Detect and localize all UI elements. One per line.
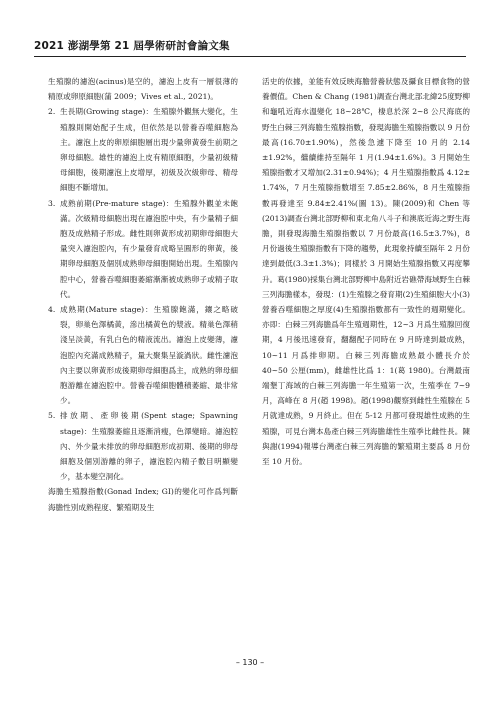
list-item-text: 生長期(Growing stage)：生殖腺外觀無大變化，生殖腺則開始配子生成，但依然是以營養吞噬細胞為主。濾泡上皮的卵原細胞層出現少量卵黃發生前期之卵母細胞。雄性的濾泡上皮有精原細胞，少量初級精母細胞，後期濾泡上皮增厚，初級及次級卵母、精母細胞不斷增加。 [60,107,238,193]
page-number: – 130 – [235,658,265,667]
list-item-number: 4. [48,305,56,315]
list-item-text: 成熟前期(Pre-mature stage)：生殖腺外觀並未飽滿。次級精母細胞出現在濾泡腔中央，有少量精子細胞及成熟精子形成。雌性則卵黃形成初期卵母細胞大量突入濾泡腔內，有少量發育成略呈圓形的卵黃，後期卵母細胞及個別成熟卵母細胞開始出現。生殖腺內腔中心，營養吞噬細胞萎縮漸漸被成熟卵子或精子取代。 [60,198,238,299]
list-item-number: 3. [48,198,56,208]
left-column [48,74,238,515]
list-item-text: 成熟期(Mature stage)：生殖腺飽滿，鑲之略破裂，卵巢色澤橘黃，滲出橘黃色的漿液。精巢色澤稍淺呈淡黃，有乳白色的精液流出。濾泡上皮變薄，濾泡腔內充滿成熟精子，量大聚集呈漩渦狀。雌性濾泡內主要以卵黃形成後期卵母細胞爲主，成熟的卵母細胞游離在濾泡腔中。營養吞噬細胞體積萎縮、最非常少。 [60,305,238,406]
right-column-paragraph: 活史的依據，並能有效反映海膽營養狀態及攝食目標食物的營養價值。Chen & Chang (1981)調查台灣北部北緯25度野柳和龜吼近海水溫變化 18~28℃，棲息於深 2~8 公尺海底的野生白棘三列海膽生殖腺指數，發現海膽生殖腺指數以 9 月份最高(16.70±1.90%)，然後急遽下降至 10 月的 2.14 ±1.92%，繼續維持至隔年 1 月(1.94±1.6%)。3 月開始生殖腺指數才又增加(2.31±0.94%)；4 月生殖腺指數爲 4.12± 1.74%，7 月生殖腺指數增至 7.85±2.86%，8 月生殖腺指數再發達至 9.84±2.41%(圖 13)。陳(2009)和 Chen 等(2013)調查台灣北部野柳和東北角八斗子和澳底近海之野生海膽，則發現海膽生殖腺指數以 7 月份最高(16.5±3.7%)，8 月份過後生殖腺指數有下降的趨勢，此現象持續至隔年 2 月份達到最低(3.3±1.3%)；同樣於 3 月開始生殖腺指數又再度攀升。葛(1980)採集台灣北部野柳中島附近岩礁帶海域野生白棘三列海膽樣本，發現：(1)生殖腺之發育期(2)生殖細胞大小(3)營養吞噬細胞之厚度(4)生殖腺指數都有一致性的週期變化。亦即：白棘三列海膽爲年生殖週期性，12~3 月爲生殖腺回復期，4 月後迅速發育，翻翻配子同時在 9 月時達到最成熟，10~11 月爲排卵期。白棘三列海膽成熟最小體長介於 40~50 公厘(mm)，雌雄性比爲 1：1(葛 1980)。台灣最南端墾丁海域的白棘三列海膽一年生殖第一次，生殖季在 7~9 月，高峰在 8 月(趙 1998)。趙(1998)觀察到雌性生殖腺在 5 月就達成熟，9 月終止。但在 5-12 月都可發現雄性成熟的生殖腺，可見台灣本島產白棘三列海膽雄性生殖季比雌性長。陳與謝(1994)報導台灣產白棘三列海膽的繁殖期主要爲 8 月份至 10 月份。 [262,77,470,467]
list-item-number: 5. [48,411,56,421]
list-item-pre-mature [48,196,238,302]
page-header-title: 2021 澎湖學第 21 屆學術研討會論文集 [34,40,230,52]
header-rule [34,56,466,57]
list-item-text: 排放期、產卵後期(Spent stage; Spawning stage)：生殖腺萎縮且逐漸消瘦，色澤變暗。濾泡腔內、外少量未排放的卵母細胞形成初期、後期的卵母細胞及個別游離的卵子，濾泡腔內精子數目明顯變少，基本變空洞化。 [60,411,238,482]
list-item-spent [48,408,238,484]
right-column [262,74,470,469]
list-item-mature [48,302,238,408]
list-item-growing [48,104,238,195]
gonad-index-paragraph: 海膽生殖腺指數(Gonad Index; GI)的變化可作爲判斷海膽性別成熟程度、繁殖期及生 [48,487,238,512]
intro-paragraph: 生殖腺的濾泡(acinus)是空的，濾泡上皮有一層很薄的精原或卵原細胞(蒲 2009；Vives et al., 2021)。 [48,77,238,102]
list-item-number: 2. [48,107,56,117]
